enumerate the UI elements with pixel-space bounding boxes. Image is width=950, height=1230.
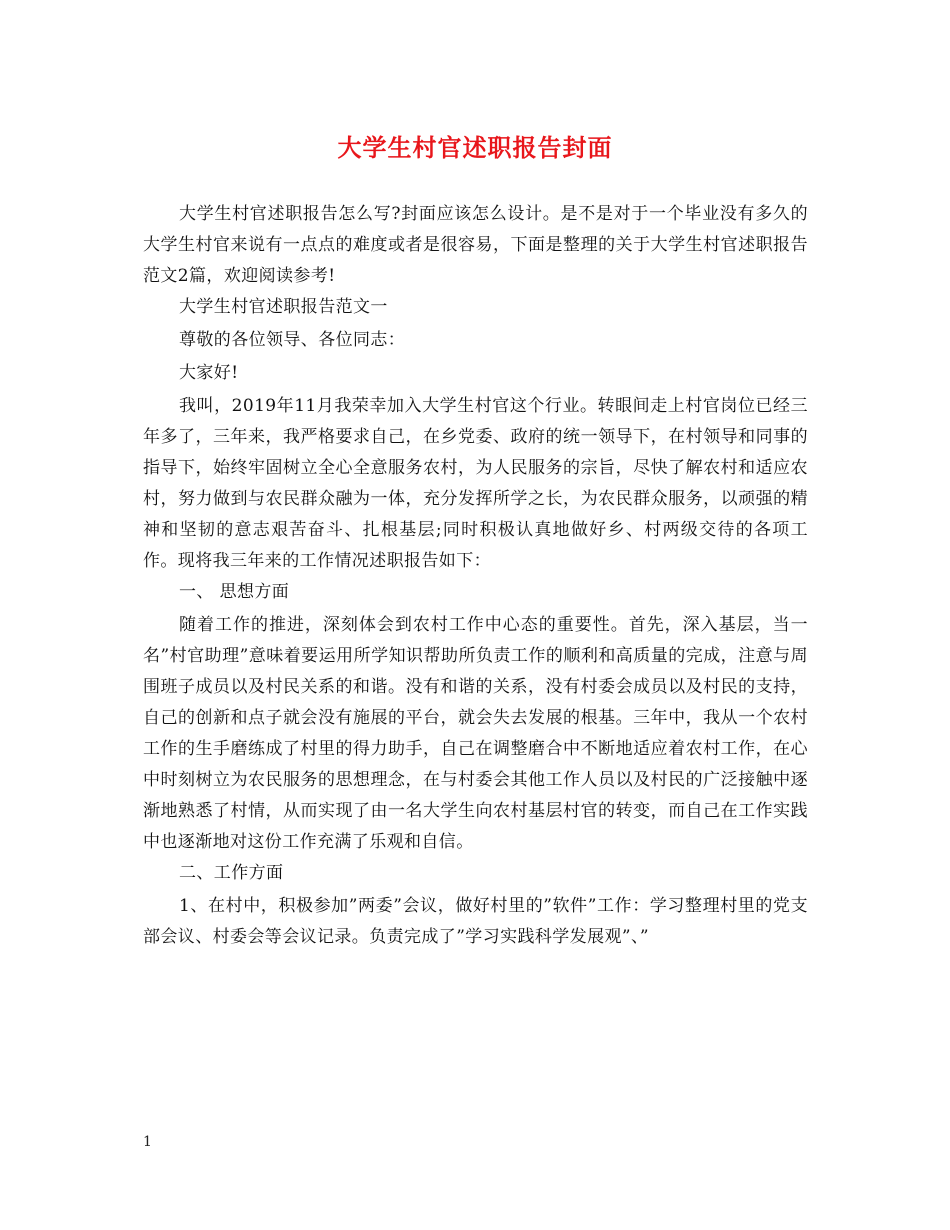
page-number: 1 [143,1134,152,1150]
thought-paragraph: 随着工作的推进，深刻体会到农村工作中心态的重要性。首先，深入基层，当一名”村官助理”意味着要运用所学知识帮助所负责工作的顺利和高质量的完成，注意与周围班子成员以及村民关系的和谐。没有和谐的关系，没有村委会成员以及村民的支持，自己的创新和点子就会没有施展的平台，就会失去发展的根基。三年中，我从一个农村工作的生手磨练成了村里的得力助手，自己在调整磨合中不断地适应着农村工作，在心中时刻树立为农民服务的思想理念，在与村委会其他工作人员以及村民的广泛接触中逐渐地熟悉了村情，从而实现了由一名大学生向农村基层村官的转变，而自己在工作实践中也逐渐地对这份工作充满了乐观和自信。 [143,615,808,852]
salutation: 尊敬的各位领导、各位同志： [179,330,406,350]
self-introduction-paragraph: 我叫，2019年11月我荣幸加入大学生村官这个行业。转眼间走上村官岗位已经三年多了，三年来，我严格要求自己，在乡党委、政府的统一领导下，在村领导和同事的指导下，始终牢固树立全心全意服务农村，为人民服务的宗旨，尽快了解农村和适应农村，努力做到与农民群众融为一体，充分发挥所学之长，为农民群众服务，以顽强的精神和坚韧的意志艰苦奋斗、扎根基层;同时积极认真地做好乡、村两级交待的各项工作。现将我三年来的工作情况述职报告如下： [143,396,808,571]
greeting: 大家好! [179,363,239,383]
section-heading-work: 二、工作方面 [179,863,284,883]
section-heading-example-one: 大学生村官述职报告范文一 [179,297,388,317]
document-body [143,199,808,953]
intro-paragraph: 大学生村官述职报告怎么写?封面应该怎么设计。是不是对于一个毕业没有多久的大学生村官来说有一点点的难度或者是很容易，下面是整理的关于大学生村官述职报告范文2篇，欢迎阅读参考! [143,204,808,286]
work-paragraph: 1、在村中，积极参加”两委”会议，做好村里的”软件”工作：学习整理村里的党支部会议、村委会等会议记录。负责完成了”学习实践科学发展观”、” [143,896,808,947]
section-heading-thought: 一、 思想方面 [179,582,290,602]
document-title: 大学生村官述职报告封面 [337,133,613,162]
